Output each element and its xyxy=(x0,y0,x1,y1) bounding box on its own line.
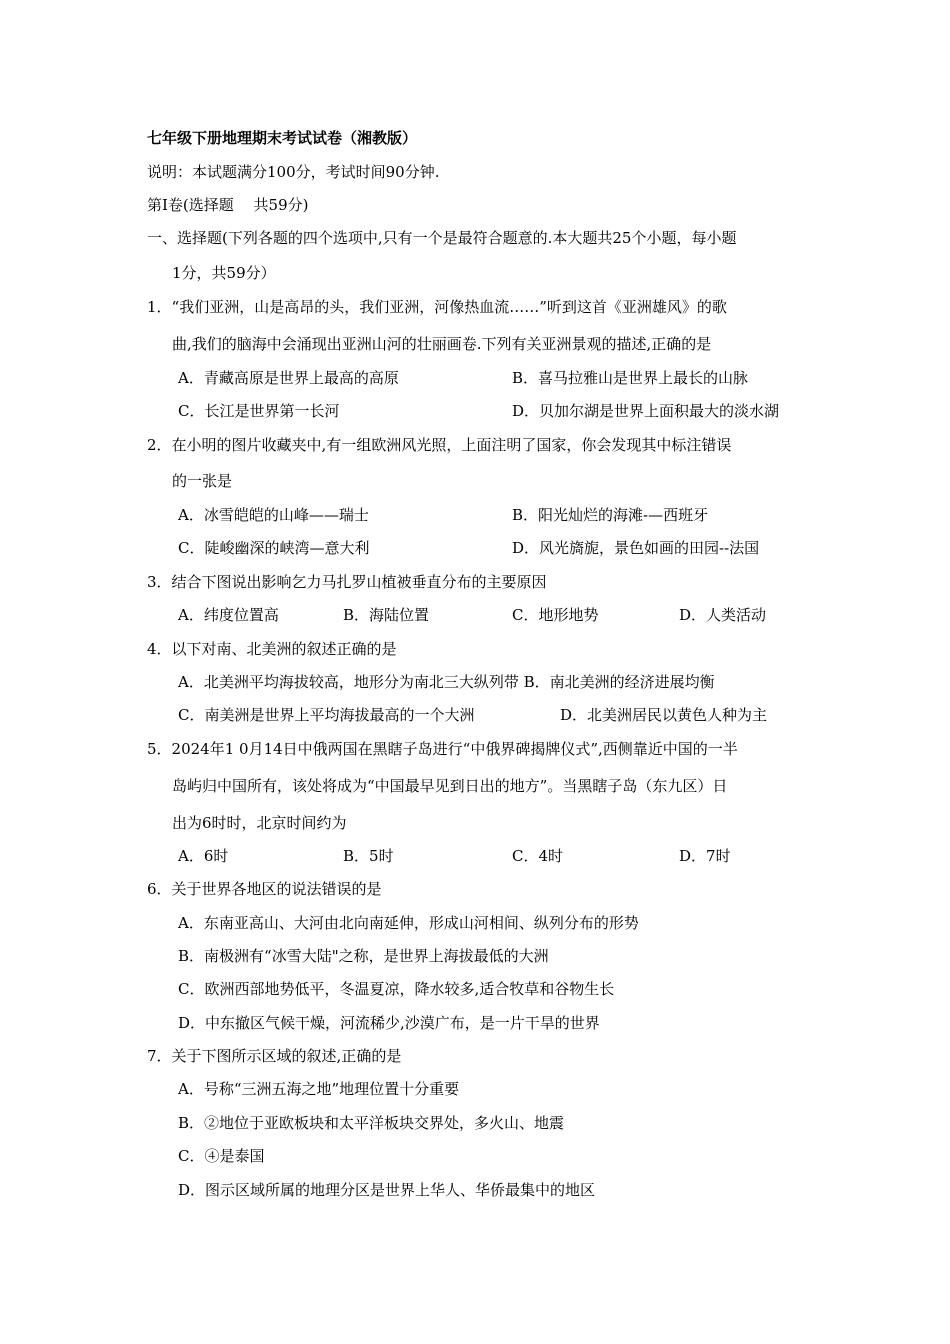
question-7-option-a: A．号称“三洲五海之地”地理位置十分重要 xyxy=(178,1080,460,1098)
question-6-option-c: C．欧洲西部地势低平，冬温夏凉，降水较多,适合牧草和谷物生长 xyxy=(178,980,615,998)
question-5-option-b: B．5时 xyxy=(343,847,394,865)
question-3-stem: 3．结合下图说出影响乞力马扎罗山植被垂直分布的主要原因 xyxy=(147,573,547,591)
question-1-option-b: B．喜马拉雅山是世界上最长的山脉 xyxy=(512,369,749,387)
question-1-stem-line1: 1．“我们亚洲，山是高昂的头，我们亚洲，河像热血流……”听到这首《亚洲雄风》的歌 xyxy=(147,298,727,316)
question-4-option-d: D．北美洲居民以黄色人种为主 xyxy=(560,706,768,724)
exam-title: 七年级下册地理期末考试试卷（湘教版） xyxy=(147,129,418,147)
question-5-option-a: A．6时 xyxy=(178,847,229,865)
section-heading: 第Ⅰ卷(选择题 共59分) xyxy=(147,196,309,214)
question-5-option-c: C．4时 xyxy=(512,847,564,865)
question-4-option-c: C．南美洲是世界上平均海拔最高的一个大洲 xyxy=(178,706,475,724)
question-2-stem-line1: 2．在小明的图片收藏夹中,有一组欧洲风光照，上面注明了国家，你会发现其中标注错误 xyxy=(147,436,732,454)
question-5-option-d: D．7时 xyxy=(679,847,731,865)
question-1-option-a: A．青藏高原是世界上最高的高原 xyxy=(178,369,399,387)
question-3-option-a: A．纬度位置高 xyxy=(178,606,279,624)
question-6-option-d: D．中东撤区气候干燥，河流稀少,沙漠广布，是一片干旱的世界 xyxy=(178,1014,600,1032)
question-4-options-ab: A．北美洲平均海拔较高，地形分为南北三大纵列带 B．南北美洲的经济进展均衡 xyxy=(178,673,715,691)
question-7-stem: 7．关于下图所示区域的叙述,正确的是 xyxy=(147,1047,402,1065)
question-1-option-c: C．长江是世界第一长河 xyxy=(178,402,340,420)
exam-note: 说明：本试题满分100分，考试时间90分钟. xyxy=(147,163,440,181)
part-instructions-line2: 1分，共59分） xyxy=(172,264,276,282)
question-4-stem: 4．以下对南、北美洲的叙述正确的是 xyxy=(147,640,397,658)
question-5-stem-line3: 出为6时时，北京时间约为 xyxy=(172,814,347,832)
question-1-stem-line2: 曲,我们的脑海中会涌现出亚洲山河的壮丽画卷.下列有关亚洲景观的描述,正确的是 xyxy=(172,335,712,353)
question-5-stem-line2: 岛屿归中国所有，该处将成为“中国最早见到日出的地方”。当黑瞎子岛（东九区）日 xyxy=(172,777,728,795)
question-2-option-d: D．风光旖旎，景色如画的田园--法国 xyxy=(512,539,760,557)
question-2-stem-line2: 的一张是 xyxy=(172,472,233,490)
question-6-option-a: A．东南亚高山、大河由北向南延伸，形成山河相间、纵列分布的形势 xyxy=(178,914,639,932)
question-1-option-d: D．贝加尔湖是世界上面积最大的淡水湖 xyxy=(512,402,780,420)
question-7-option-c: C．④是泰国 xyxy=(178,1147,265,1165)
question-6-option-b: B．南极洲有“冰雪大陆"之称，是世界上海拔最低的大洲 xyxy=(178,947,549,965)
question-3-option-b: B．海陆位置 xyxy=(343,606,430,624)
part-instructions-line1: 一、选择题(下列各题的四个选项中,只有一个是最符合题意的.本大题共25个小题，每小题 xyxy=(147,229,737,247)
question-2-option-b: B．阳光灿烂的海滩-—西班牙 xyxy=(512,506,709,524)
question-2-option-c: C．陡峻幽深的峡湾—意大利 xyxy=(178,539,370,557)
question-3-option-d: D．人类活动 xyxy=(679,606,767,624)
question-7-option-b: B．②地位于亚欧板块和太平洋板块交界处，多火山、地震 xyxy=(178,1114,565,1132)
question-7-option-d: D．图示区域所属的地理分区是世界上华人、华侨最集中的地区 xyxy=(178,1181,596,1199)
question-2-option-a: A．冰雪皑皑的山峰——瑞士 xyxy=(178,506,369,524)
question-6-stem: 6．关于世界各地区的说法错误的是 xyxy=(147,880,382,898)
question-3-option-c: C．地形地势 xyxy=(512,606,599,624)
question-5-stem-line1: 5．2024年1 0月14日中俄两国在黑瞎子岛进行“中俄界碑揭牌仪式”,西侧靠近中国的一半 xyxy=(147,740,738,758)
